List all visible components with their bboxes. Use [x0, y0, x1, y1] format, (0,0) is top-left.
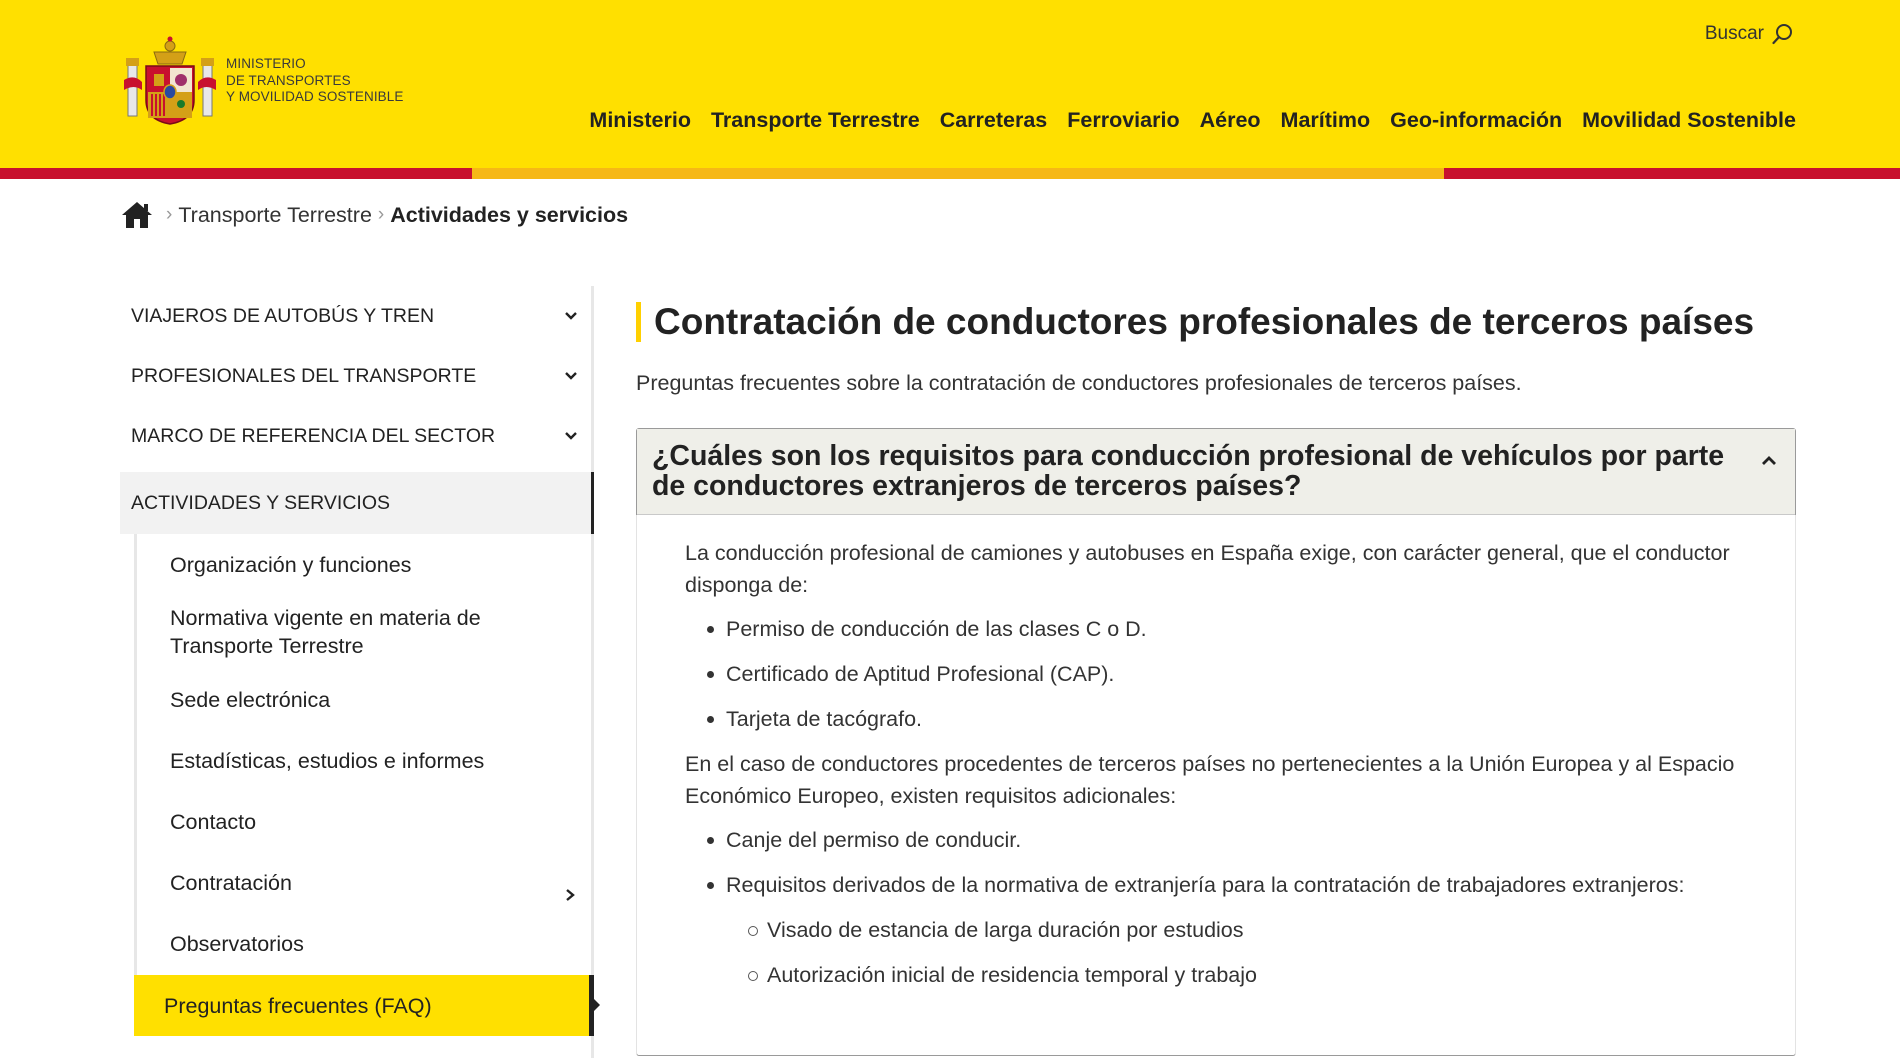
logo-text [226, 56, 404, 106]
breadcrumb-separator: › [166, 204, 173, 225]
sublist-item: Autorización inicial de residencia temporal y trabajo [726, 959, 1747, 991]
sidebar-section-label: ACTIVIDADES Y SERVICIOS [131, 491, 391, 514]
site-header [0, 0, 1900, 168]
sidebar-section-label: MARCO DE REFERENCIA DEL SECTOR [131, 424, 496, 447]
sublist-item: Visado de estancia de larga duración por estudios [726, 914, 1747, 946]
sidebar-item-contratacion[interactable] [137, 852, 591, 913]
logo-line-2: DE TRANSPORTES [226, 72, 351, 88]
page-title: Contratación de conductores profesionales de terceros países [636, 296, 1796, 348]
sidebar-section-label: VIAJEROS DE AUTOBÚS Y TREN [131, 304, 435, 327]
nav-item-ferroviario[interactable]: Ferroviario [1067, 108, 1180, 132]
logo-line-3: Y MOVILIDAD SOSTENIBLE [226, 89, 404, 105]
sidebar-section-marco[interactable] [120, 406, 591, 466]
chevron-up-icon[interactable] [1759, 451, 1779, 471]
accordion-header[interactable] [637, 429, 1795, 515]
accordion-question: ¿Cuáles son los requisitos para conducción profesional de vehículos por parte de conductores extranjeros de terceros países? [652, 440, 1725, 502]
chevron-down-icon [563, 428, 579, 444]
breadcrumb-item-transporte-terrestre[interactable]: Transporte Terrestre [178, 202, 372, 227]
search-label: Buscar [1704, 23, 1764, 44]
sidebar-item-sede[interactable] [137, 669, 591, 730]
nav-item-carreteras[interactable]: Carreteras [939, 108, 1048, 132]
active-marker [594, 999, 600, 1011]
main-content [636, 296, 1796, 1056]
list-item-text: Requisitos derivados de la normativa de extranjería para la contratación de trabajadores extranjeros: [726, 873, 1685, 897]
chevron-down-icon [563, 368, 579, 384]
sidebar-item-label: Observatorios [170, 931, 304, 956]
home-icon[interactable] [120, 200, 154, 230]
chevron-right-icon[interactable] [563, 888, 577, 902]
nav-item-geo-informacion[interactable]: Geo-información [1390, 108, 1563, 132]
coat-of-arms-icon [124, 34, 216, 128]
nav-item-transporte-terrestre[interactable]: Transporte Terrestre [710, 108, 920, 132]
sidebar-item-normativa[interactable] [137, 595, 591, 669]
sidebar-item-label: Sede electrónica [170, 687, 331, 712]
sidebar-section-viajeros[interactable] [120, 286, 591, 346]
nav-item-movilidad-sostenible[interactable]: Movilidad Sostenible [1582, 108, 1796, 132]
breadcrumb-current: Actividades y servicios [390, 202, 629, 227]
sidebar-subnav [134, 534, 591, 1036]
nav-item-maritimo[interactable]: Marítimo [1280, 108, 1371, 132]
breadcrumb [120, 200, 628, 230]
sidebar-item-faq[interactable] [134, 975, 591, 1036]
additional-requirements-list [685, 824, 1747, 991]
sidebar [120, 286, 594, 1058]
ministry-logo[interactable] [124, 34, 404, 128]
main-nav [589, 108, 1796, 133]
sidebar-item-label: Preguntas frecuentes (FAQ) [164, 993, 432, 1018]
search-icon [1772, 23, 1794, 45]
nav-item-ministerio[interactable]: Ministerio [589, 108, 691, 132]
list-item: Certificado de Aptitud Profesional (CAP). [685, 658, 1747, 690]
breadcrumb-separator: › [377, 204, 385, 225]
page-intro: Preguntas frecuentes sobre la contratación de conductores profesionales de terceros países. [636, 371, 1522, 395]
search-button[interactable] [1705, 23, 1794, 45]
sidebar-item-label: Contacto [170, 809, 257, 834]
sidebar-item-organizacion[interactable] [137, 534, 591, 595]
list-item [685, 869, 1747, 991]
sidebar-section-profesionales[interactable] [120, 346, 591, 406]
answer-paragraph: En el caso de conductores procedentes de terceros países no pertenecientes a la Unión Europea y al Espacio Económico Europeo, existen requisitos adicionales: [685, 752, 1735, 808]
answer-paragraph: La conducción profesional de camiones y autobuses en España exige, con carácter general, que el conductor disponga de: [685, 541, 1730, 597]
stripe-gold-center [472, 168, 1444, 179]
sidebar-item-contacto[interactable] [137, 791, 591, 852]
faq-accordion [636, 428, 1796, 1056]
sidebar-item-estadisticas[interactable] [137, 730, 591, 791]
accordion-body [636, 515, 1796, 1055]
list-item: Canje del permiso de conducir. [685, 824, 1747, 856]
visa-sublist [726, 914, 1747, 991]
stripe-red-right [1444, 168, 1900, 179]
header-stripe [0, 168, 1900, 179]
sidebar-item-label: Estadísticas, estudios e informes [170, 748, 485, 773]
logo-line-1: MINISTERIO [226, 56, 306, 72]
sidebar-item-label: Normativa vigente en materia de Transporte Terrestre [170, 606, 481, 658]
nav-item-aereo[interactable]: Aéreo [1199, 108, 1261, 132]
stripe-red-left [0, 168, 472, 179]
list-item: Permiso de conducción de las clases C o D. [685, 613, 1747, 645]
sidebar-section-label: PROFESIONALES DEL TRANSPORTE [131, 364, 477, 387]
sidebar-item-label: Organización y funciones [170, 552, 412, 577]
chevron-down-icon [563, 308, 579, 324]
requirements-list [685, 613, 1747, 735]
sidebar-item-label: Contratación [170, 870, 292, 895]
sidebar-section-actividades[interactable] [120, 472, 591, 534]
list-item: Tarjeta de tacógrafo. [685, 703, 1747, 735]
sidebar-item-observatorios[interactable] [137, 913, 591, 974]
